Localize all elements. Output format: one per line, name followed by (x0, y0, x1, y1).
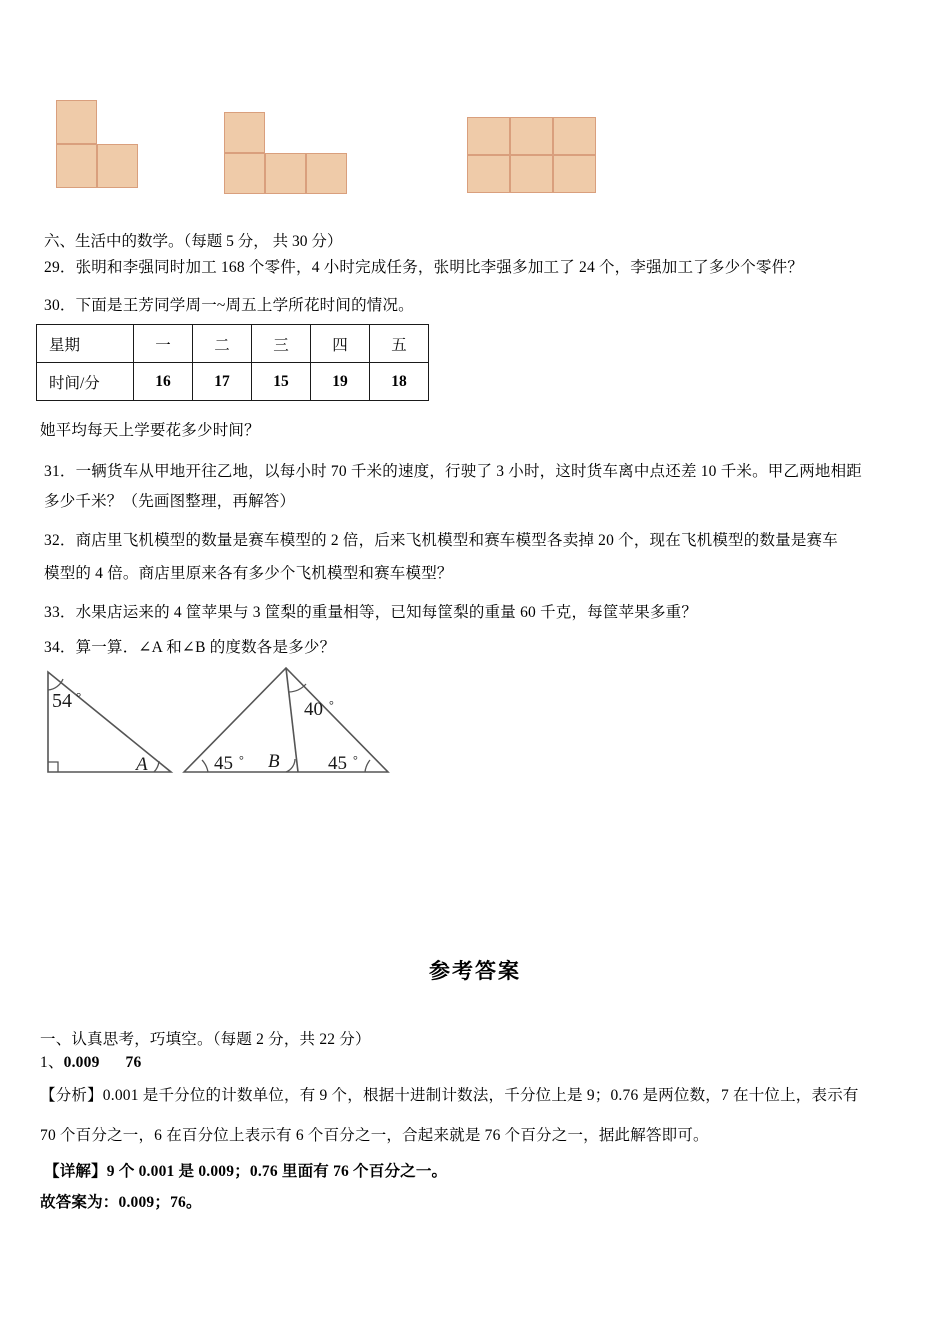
schedule-table (36, 324, 429, 401)
grid-cell (97, 144, 138, 188)
triangle1-angle-value: 54 (52, 690, 72, 712)
answers-heading: 参考答案 (429, 959, 521, 983)
figure-right-triangle (48, 672, 171, 775)
angle-arc-icon (365, 760, 370, 772)
question-29: 29．张明和李强同时加工 168 个零件，4 小时完成任务，张明比李强多加工了 24 个，李强加工了多少个零件？ (44, 259, 804, 276)
day-cell: 五 (370, 325, 429, 363)
angle-arc-icon (154, 761, 159, 772)
triangle1-outline (48, 672, 171, 772)
time-cell: 16 (134, 363, 193, 401)
answer-analysis-line-1: 【分析】0.001 是千分位的计数单位，有 9 个，根据十进制计数法，千分位上是 9；0.76 是两位数，7 在十位上，表示有 (40, 1087, 859, 1104)
grid-cell (56, 144, 97, 188)
answer-item-1-value-b: 76 (125, 1054, 142, 1071)
geometry-figures (36, 660, 436, 785)
triangle2-angle-right-value: 45 (328, 753, 347, 774)
answers-section-1-heading: 一、认真思考，巧填空。（每题 2 分，共 22 分） (40, 1031, 371, 1048)
row-header-time: 时间/分 (37, 363, 134, 401)
right-angle-marker-icon (48, 762, 58, 772)
grid-cell (56, 100, 97, 144)
day-cell: 四 (311, 325, 370, 363)
angle-arc-icon (202, 760, 208, 772)
answer-analysis-line-2: 70 个百分之一，6 在百分位上表示有 6 个百分之一，合起来就是 76 个百分之一，据此解答即可。 (40, 1127, 709, 1144)
table-row (37, 363, 429, 401)
answer-final-line: 故答案为：0.009；76。 (40, 1194, 202, 1211)
degree-symbol-icon: ° (76, 689, 82, 704)
question-31-line1: 31．一辆货车从甲地开往乙地，以每小时 70 千米的速度，行驶了 3 小时，这时货车离中点还差 10 千米。甲乙两地相距 (44, 463, 863, 480)
question-34: 34．算一算．∠A 和∠B 的度数各是多少？ (44, 639, 336, 656)
table-row (37, 325, 429, 363)
angle-arc-icon (286, 759, 295, 772)
time-cell: 15 (252, 363, 311, 401)
time-cell: 17 (193, 363, 252, 401)
day-cell: 二 (193, 325, 252, 363)
grid-cell (224, 153, 265, 194)
day-cell: 三 (252, 325, 311, 363)
top-shape-figures (0, 0, 950, 215)
grid-cell (510, 155, 553, 193)
answer-item-1-value-a: 0.009 (63, 1054, 100, 1071)
grid-cell (553, 117, 596, 155)
answer-item-1-number: 1、 (40, 1054, 64, 1071)
grid-cell (224, 112, 265, 153)
angle-arc-icon (48, 679, 63, 690)
day-cell: 一 (134, 325, 193, 363)
row-header-weekday: 星期 (37, 325, 134, 363)
time-cell: 19 (311, 363, 370, 401)
question-32-line2: 模型的 4 倍。商店里原来各有多少个飞机模型和赛车模型？ (44, 565, 453, 582)
grid-cell (265, 153, 306, 194)
triangles-svg (36, 660, 436, 785)
question-31-line2: 多少千米？（先画图整理，再解答） (44, 493, 296, 510)
triangle2-angle-b-label: B (268, 751, 280, 772)
grid-cell (467, 117, 510, 155)
question-30-followup: 她平均每天上学要花多少时间？ (40, 422, 260, 439)
section-six-heading: 六、生活中的数学。（每题 5 分， 共 30 分） (44, 233, 343, 250)
degree-symbol-icon: ° (239, 753, 244, 767)
grid-cell (306, 153, 347, 194)
question-32-line1: 32．商店里飞机模型的数量是赛车模型的 2 倍，后来飞机模型和赛车模型各卖掉 20 个，现在飞机模型的数量是赛车 (44, 532, 838, 549)
question-33: 33．水果店运来的 4 筐苹果与 3 筐梨的重量相等，已知每筐梨的重量 60 千克，每筐苹果多重？ (44, 604, 698, 621)
figure-isoceles-triangle (184, 668, 388, 774)
triangle1-angle-a-label: A (136, 754, 148, 775)
grid-cell (467, 155, 510, 193)
triangle2-cevian (286, 668, 298, 772)
time-cell: 18 (370, 363, 429, 401)
answer-detail-line: 【详解】9 个 0.001 是 0.009；0.76 里面有 76 个百分之一。 (44, 1163, 448, 1180)
question-30: 30．下面是王芳同学周一~周五上学所花时间的情况。 (44, 297, 414, 314)
degree-symbol-icon: ° (353, 753, 358, 767)
degree-symbol-icon: ° (329, 698, 334, 712)
triangle2-angle-apex-value: 40 (304, 699, 323, 720)
answer-item-1 (40, 1052, 141, 1074)
grid-cell (553, 155, 596, 193)
grid-cell (510, 117, 553, 155)
triangle2-angle-left-value: 45 (214, 753, 233, 774)
